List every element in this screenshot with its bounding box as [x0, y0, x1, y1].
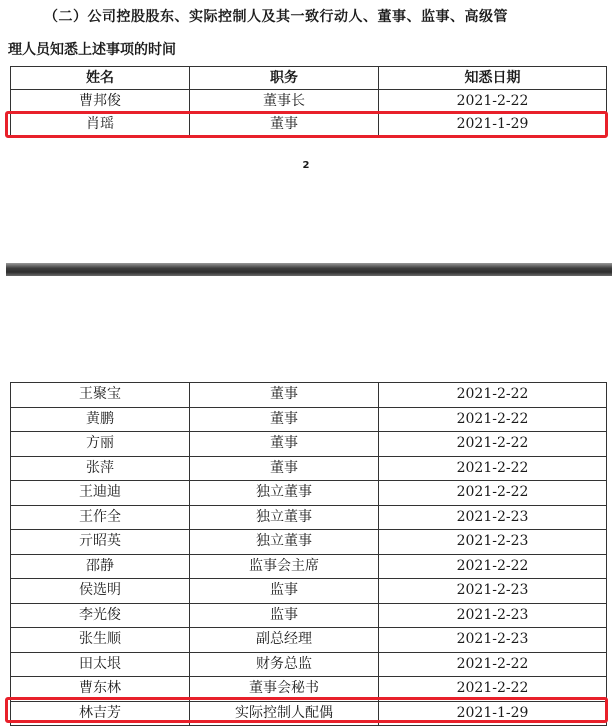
cell-date: 2021-2-22	[379, 652, 607, 677]
table-row	[11, 505, 607, 530]
cell-name: 曹东林	[11, 677, 190, 702]
cell-position: 董事会秘书	[190, 677, 379, 702]
cell-name: 黄鹏	[11, 407, 190, 432]
insider-table-bottom	[10, 382, 607, 726]
cell-position: 独立董事	[190, 530, 379, 555]
cell-position: 监事会主席	[190, 554, 379, 579]
cell-date: 2021-2-22	[379, 554, 607, 579]
cell-position: 独立董事	[190, 481, 379, 506]
cell-date: 2021-2-22	[379, 90, 607, 113]
cell-name: 曹邦俊	[11, 90, 190, 113]
cell-position: 监事	[190, 579, 379, 604]
cell-date: 2021-2-22	[379, 456, 607, 481]
cell-name: 张生顺	[11, 628, 190, 653]
table-row	[11, 432, 607, 457]
table-row	[11, 456, 607, 481]
cell-date: 2021-2-22	[379, 407, 607, 432]
cell-date: 2021-2-22	[379, 383, 607, 408]
cell-position: 董事	[190, 432, 379, 457]
cell-name: 侯选明	[11, 579, 190, 604]
table-header-row	[11, 67, 607, 90]
cell-name: 王作全	[11, 505, 190, 530]
cell-position: 董事	[190, 407, 379, 432]
cell-name: 林吉芳	[11, 701, 190, 726]
highlight-box	[5, 697, 608, 723]
cell-name: 张萍	[11, 456, 190, 481]
table-row	[11, 530, 607, 555]
cell-position: 董事	[190, 383, 379, 408]
header-position: 职务	[190, 67, 379, 90]
table-row	[11, 383, 607, 408]
cell-date: 2021-2-23	[379, 579, 607, 604]
table-row	[11, 652, 607, 677]
table-row	[11, 407, 607, 432]
table-row	[11, 603, 607, 628]
cell-position: 监事	[190, 603, 379, 628]
table-row	[11, 628, 607, 653]
section-heading-line1: （二）公司控股股东、实际控制人及其一致行动人、董事、监事、高级管	[44, 9, 508, 25]
header-date: 知悉日期	[379, 67, 607, 90]
highlight-box	[5, 111, 608, 138]
cell-name: 李光俊	[11, 603, 190, 628]
cell-date: 2021-1-29	[379, 113, 607, 136]
cell-position: 董事	[190, 113, 379, 136]
table-row	[11, 481, 607, 506]
cell-name: 亓昭英	[11, 530, 190, 555]
cell-date: 2021-2-23	[379, 603, 607, 628]
cell-position: 实际控制人配偶	[190, 701, 379, 726]
table-row	[11, 90, 607, 113]
cell-name: 邵静	[11, 554, 190, 579]
cell-date: 2021-2-22	[379, 677, 607, 702]
section-heading-line2: 理人员知悉上述事项的时间	[8, 42, 176, 58]
cell-name: 肖瑶	[11, 113, 190, 136]
cell-date: 2021-2-22	[379, 481, 607, 506]
cell-date: 2021-2-23	[379, 505, 607, 530]
cell-name: 方丽	[11, 432, 190, 457]
cell-date: 2021-2-22	[379, 432, 607, 457]
cell-date: 2021-2-23	[379, 628, 607, 653]
page-divider	[6, 263, 612, 276]
page-number: 2	[302, 160, 310, 171]
table-row	[11, 579, 607, 604]
cell-position: 独立董事	[190, 505, 379, 530]
cell-date: 2021-2-23	[379, 530, 607, 555]
cell-name: 王聚宝	[11, 383, 190, 408]
cell-position: 财务总监	[190, 652, 379, 677]
table-row	[11, 554, 607, 579]
cell-name: 田太垠	[11, 652, 190, 677]
cell-position: 董事	[190, 456, 379, 481]
cell-date: 2021-1-29	[379, 701, 607, 726]
cell-name: 王迪迪	[11, 481, 190, 506]
cell-position: 副总经理	[190, 628, 379, 653]
cell-position: 董事长	[190, 90, 379, 113]
header-name: 姓名	[11, 67, 190, 90]
